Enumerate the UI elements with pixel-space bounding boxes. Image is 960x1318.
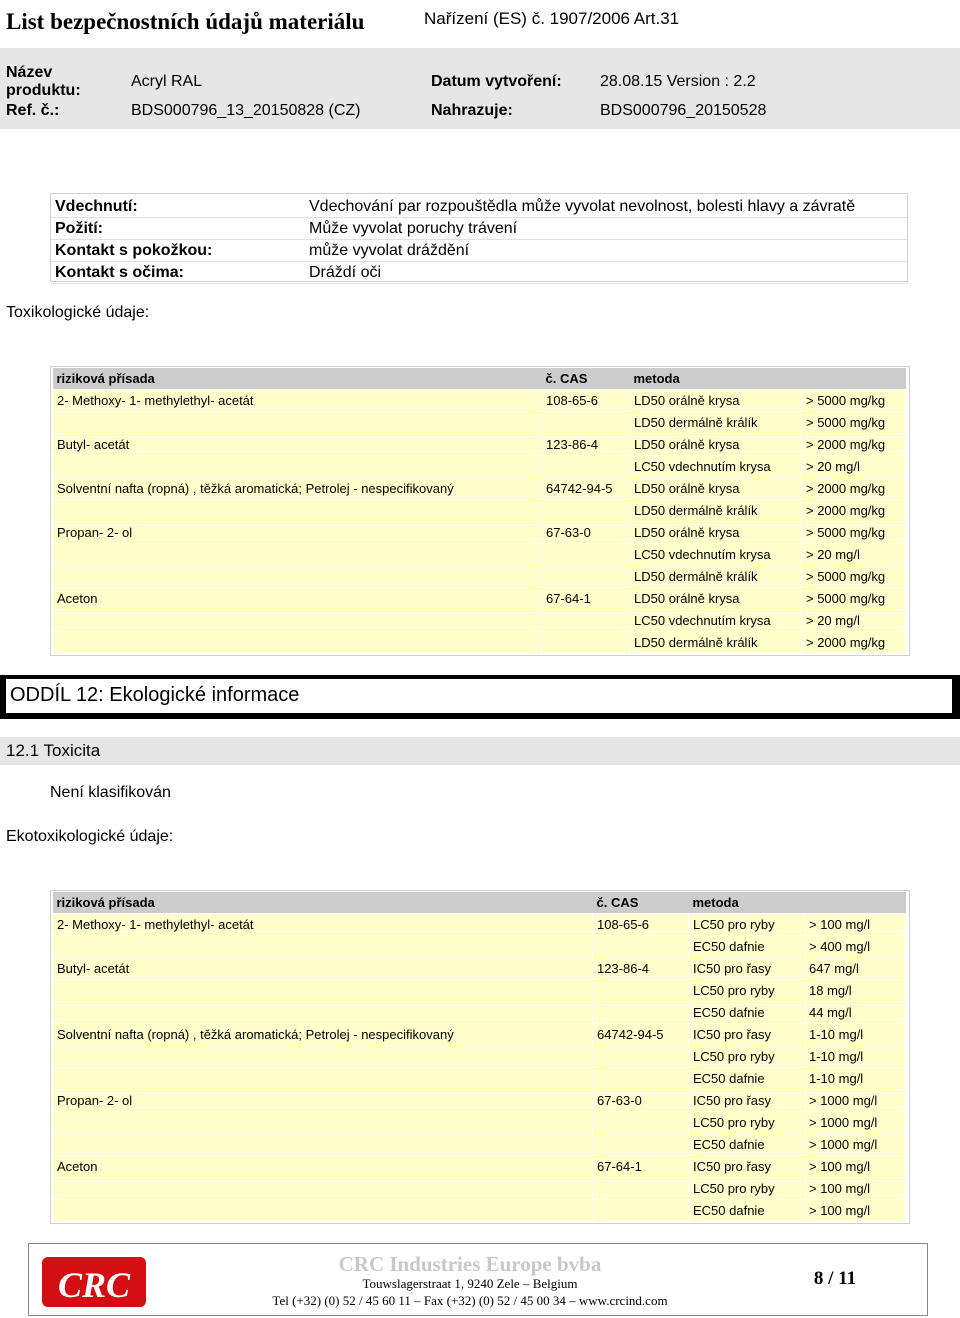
cell-cas xyxy=(542,632,630,654)
cell-cas xyxy=(542,566,630,588)
cell-cas xyxy=(593,1068,689,1090)
logo-text: CRC xyxy=(57,1265,131,1305)
cell-value: 18 mg/l xyxy=(805,980,906,1002)
cell-value: > 1000 mg/l xyxy=(805,1134,906,1156)
product-name-label-2: produktu: xyxy=(6,82,81,99)
table-row xyxy=(53,980,906,1002)
cell-value: > 20 mg/l xyxy=(802,610,906,632)
table-row xyxy=(53,566,906,588)
cell-substance: Butyl- acetát xyxy=(53,958,593,980)
cell-method: LD50 orálně krysa xyxy=(630,434,802,456)
cell-value: > 20 mg/l xyxy=(802,456,906,478)
cell-method: IC50 pro řasy xyxy=(689,958,805,980)
cell-cas xyxy=(593,936,689,958)
created-date-value: 28.08.15 Version : 2.2 xyxy=(600,73,756,90)
route-effect: Může vyvolat poruchy trávení xyxy=(305,218,907,240)
cell-method: LC50 pro ryby xyxy=(689,1112,805,1134)
cell-method: EC50 dafnie xyxy=(689,1134,805,1156)
toxicology-label: Toxikologické údaje: xyxy=(6,304,150,321)
cell-value: > 2000 mg/kg xyxy=(802,478,906,500)
ecotoxicology-table xyxy=(52,892,906,1222)
table-row xyxy=(53,1134,906,1156)
cell-substance: Aceton xyxy=(53,588,542,610)
cell-value: > 1000 mg/l xyxy=(805,1090,906,1112)
table-row xyxy=(53,1178,906,1200)
cell-method: LD50 dermálně králík xyxy=(630,412,802,434)
regulation-reference: Nařízení (ES) č. 1907/2006 Art.31 xyxy=(424,9,680,28)
table-row xyxy=(53,522,906,544)
route-effect: Vdechování par rozpouštědla může vyvolat nevolnost, bolesti hlavy a závratě xyxy=(305,196,907,218)
product-name-value: Acryl RAL xyxy=(131,73,203,90)
cell-method: LD50 orálně krysa xyxy=(630,478,802,500)
table-row xyxy=(53,390,906,412)
cell-value: > 400 mg/l xyxy=(805,936,906,958)
cell-method: LD50 dermálně králík xyxy=(630,566,802,588)
table-row xyxy=(51,262,907,284)
table-row xyxy=(53,588,906,610)
table-row xyxy=(53,434,906,456)
col-header-method: metoda xyxy=(689,892,805,914)
table-row xyxy=(53,1112,906,1134)
cell-cas: 108-65-6 xyxy=(593,914,689,936)
cell-cas xyxy=(593,1112,689,1134)
cell-method: LD50 orálně krysa xyxy=(630,390,802,412)
cell-value: > 2000 mg/kg xyxy=(802,500,906,522)
cell-cas xyxy=(593,980,689,1002)
reference-value: BDS000796_13_20150828 (CZ) xyxy=(131,102,361,119)
company-contact: Tel (+32) (0) 52 / 45 60 11 – Fax (+32) (0) 52 / 45 00 34 – www.crcind.com xyxy=(272,1293,668,1308)
cell-cas xyxy=(542,610,630,632)
route-label: Vdechnutí: xyxy=(51,196,305,218)
cell-cas xyxy=(593,1200,689,1222)
cell-method: LC50 pro ryby xyxy=(689,1046,805,1068)
cell-method: IC50 pro řasy xyxy=(689,1024,805,1046)
cell-cas xyxy=(542,412,630,434)
table-row xyxy=(53,958,906,980)
cell-cas: 123-86-4 xyxy=(542,434,630,456)
cell-cas: 123-86-4 xyxy=(593,958,689,980)
subsection-band xyxy=(0,737,960,765)
cell-value: > 5000 mg/kg xyxy=(802,390,906,412)
cell-substance xyxy=(53,936,593,958)
cell-substance: Solventní nafta (ropná) , těžká aromatická; Petrolej - nespecifikovaný xyxy=(53,1024,593,1046)
cell-value: 647 mg/l xyxy=(805,958,906,980)
table-row xyxy=(53,1156,906,1178)
cell-cas: 64742-94-5 xyxy=(542,478,630,500)
route-label: Kontakt s pokožkou: xyxy=(51,240,305,262)
cell-method: LD50 dermálně králík xyxy=(630,500,802,522)
cell-substance xyxy=(53,412,542,434)
cell-substance xyxy=(53,500,542,522)
cell-substance: Propan- 2- ol xyxy=(53,1090,593,1112)
cell-value: > 5000 mg/kg xyxy=(802,566,906,588)
table-row xyxy=(53,1002,906,1024)
cell-substance xyxy=(53,980,593,1002)
col-header-substance: riziková přísada xyxy=(53,892,593,914)
cell-cas xyxy=(593,1046,689,1068)
toxicology-table-box xyxy=(50,366,910,656)
col-header-value xyxy=(805,892,906,914)
ecotoxicology-table-box xyxy=(50,890,910,1224)
cell-cas: 67-64-1 xyxy=(593,1156,689,1178)
toxicology-rows xyxy=(53,390,906,654)
cell-substance xyxy=(53,1046,593,1068)
cell-value: 44 mg/l xyxy=(805,1002,906,1024)
cell-cas xyxy=(542,500,630,522)
cell-substance: 2- Methoxy- 1- methylethyl- acetát xyxy=(53,914,593,936)
table-row xyxy=(51,240,907,262)
cell-method: LD50 orálně krysa xyxy=(630,588,802,610)
cell-value: > 100 mg/l xyxy=(805,1156,906,1178)
exposure-routes-box xyxy=(50,193,908,282)
cell-cas: 64742-94-5 xyxy=(593,1024,689,1046)
cell-method: IC50 pro řasy xyxy=(689,1156,805,1178)
table-row xyxy=(53,936,906,958)
cell-value: 1-10 mg/l xyxy=(805,1068,906,1090)
product-name-label-1: Název xyxy=(6,64,53,81)
table-row xyxy=(53,610,906,632)
table-row xyxy=(51,196,907,218)
cell-value: > 1000 mg/l xyxy=(805,1112,906,1134)
company-address: Touwslagerstraat 1, 9240 Zele – Belgium xyxy=(362,1276,578,1291)
exposure-table xyxy=(51,196,907,284)
cell-value: > 20 mg/l xyxy=(802,544,906,566)
classification-note: Není klasifikován xyxy=(50,784,171,801)
cell-cas xyxy=(542,544,630,566)
route-effect: Dráždí oči xyxy=(305,262,907,284)
cell-substance xyxy=(53,1002,593,1024)
replaces-value: BDS000796_20150528 xyxy=(600,102,767,119)
cell-method: LC50 vdechnutím krysa xyxy=(630,610,802,632)
replaces-label: Nahrazuje: xyxy=(431,102,513,119)
company-name: CRC Industries Europe bvba xyxy=(338,1252,602,1276)
table-row xyxy=(53,1046,906,1068)
cell-cas xyxy=(542,456,630,478)
cell-value: > 100 mg/l xyxy=(805,914,906,936)
cell-substance: 2- Methoxy- 1- methylethyl- acetát xyxy=(53,390,542,412)
cell-method: EC50 dafnie xyxy=(689,1200,805,1222)
table-row xyxy=(53,500,906,522)
table-row xyxy=(53,544,906,566)
cell-cas xyxy=(593,1178,689,1200)
toxicology-table xyxy=(52,368,906,654)
table-row xyxy=(51,218,907,240)
table-row xyxy=(53,1090,906,1112)
cell-value: > 5000 mg/kg xyxy=(802,412,906,434)
col-header-substance: riziková přísada xyxy=(53,368,542,390)
col-header-cas: č. CAS xyxy=(542,368,630,390)
table-row xyxy=(53,1068,906,1090)
cell-substance xyxy=(53,1112,593,1134)
cell-method: LC50 vdechnutím krysa xyxy=(630,456,802,478)
cell-cas xyxy=(593,1002,689,1024)
cell-method: EC50 dafnie xyxy=(689,1068,805,1090)
cell-substance xyxy=(53,1178,593,1200)
cell-substance: Butyl- acetát xyxy=(53,434,542,456)
cell-value: 1-10 mg/l xyxy=(805,1046,906,1068)
cell-value: > 5000 mg/kg xyxy=(802,522,906,544)
col-header-cas: č. CAS xyxy=(593,892,689,914)
cell-value: > 100 mg/l xyxy=(805,1200,906,1222)
table-row xyxy=(53,456,906,478)
cell-method: LC50 vdechnutím krysa xyxy=(630,544,802,566)
page-number: 8 / 11 xyxy=(813,1268,857,1289)
table-row xyxy=(53,1200,906,1222)
cell-method: LC50 pro ryby xyxy=(689,980,805,1002)
cell-method: LC50 pro ryby xyxy=(689,914,805,936)
table-header-row xyxy=(53,892,906,914)
col-header-method: metoda xyxy=(630,368,802,390)
cell-substance xyxy=(53,1134,593,1156)
cell-cas: 67-64-1 xyxy=(542,588,630,610)
table-row xyxy=(53,632,906,654)
route-label: Kontakt s očima: xyxy=(51,262,305,284)
cell-substance xyxy=(53,1200,593,1222)
cell-substance xyxy=(53,544,542,566)
cell-substance xyxy=(53,566,542,588)
created-date-label: Datum vytvoření: xyxy=(431,73,562,90)
ecotoxicology-rows xyxy=(53,914,906,1222)
cell-substance: Solventní nafta (ropná) , těžká aromatická; Petrolej - nespecifikovaný xyxy=(53,478,542,500)
cell-substance xyxy=(53,456,542,478)
route-effect: může vyvolat dráždění xyxy=(305,240,907,262)
cell-method: EC50 dafnie xyxy=(689,1002,805,1024)
cell-method: LC50 pro ryby xyxy=(689,1178,805,1200)
ecotoxicology-label: Ekotoxikologické údaje: xyxy=(6,828,174,845)
cell-cas: 67-63-0 xyxy=(542,522,630,544)
cell-cas: 67-63-0 xyxy=(593,1090,689,1112)
cell-method: LD50 orálně krysa xyxy=(630,522,802,544)
cell-substance xyxy=(53,1068,593,1090)
table-row xyxy=(53,1024,906,1046)
col-header-value xyxy=(802,368,906,390)
cell-method: EC50 dafnie xyxy=(689,936,805,958)
table-row xyxy=(53,478,906,500)
cell-substance xyxy=(53,632,542,654)
route-label: Požití: xyxy=(51,218,305,240)
cell-value: > 2000 mg/kg xyxy=(802,434,906,456)
cell-substance: Aceton xyxy=(53,1156,593,1178)
cell-value: > 5000 mg/kg xyxy=(802,588,906,610)
cell-method: LD50 dermálně králík xyxy=(630,632,802,654)
cell-method: IC50 pro řasy xyxy=(689,1090,805,1112)
table-row xyxy=(53,914,906,936)
table-header-row xyxy=(53,368,906,390)
cell-substance xyxy=(53,610,542,632)
cell-cas xyxy=(593,1134,689,1156)
cell-substance: Propan- 2- ol xyxy=(53,522,542,544)
cell-value: > 100 mg/l xyxy=(805,1178,906,1200)
section-12-title: ODDÍL 12: Ekologické informace xyxy=(10,684,300,706)
cell-value: > 2000 mg/kg xyxy=(802,632,906,654)
reference-label: Ref. č.: xyxy=(6,102,60,119)
subsection-title: 12.1 Toxicita xyxy=(6,741,101,760)
document-title: List bezpečnostních údajů materiálu xyxy=(6,9,365,34)
table-row xyxy=(53,412,906,434)
cell-value: 1-10 mg/l xyxy=(805,1024,906,1046)
cell-cas: 108-65-6 xyxy=(542,390,630,412)
